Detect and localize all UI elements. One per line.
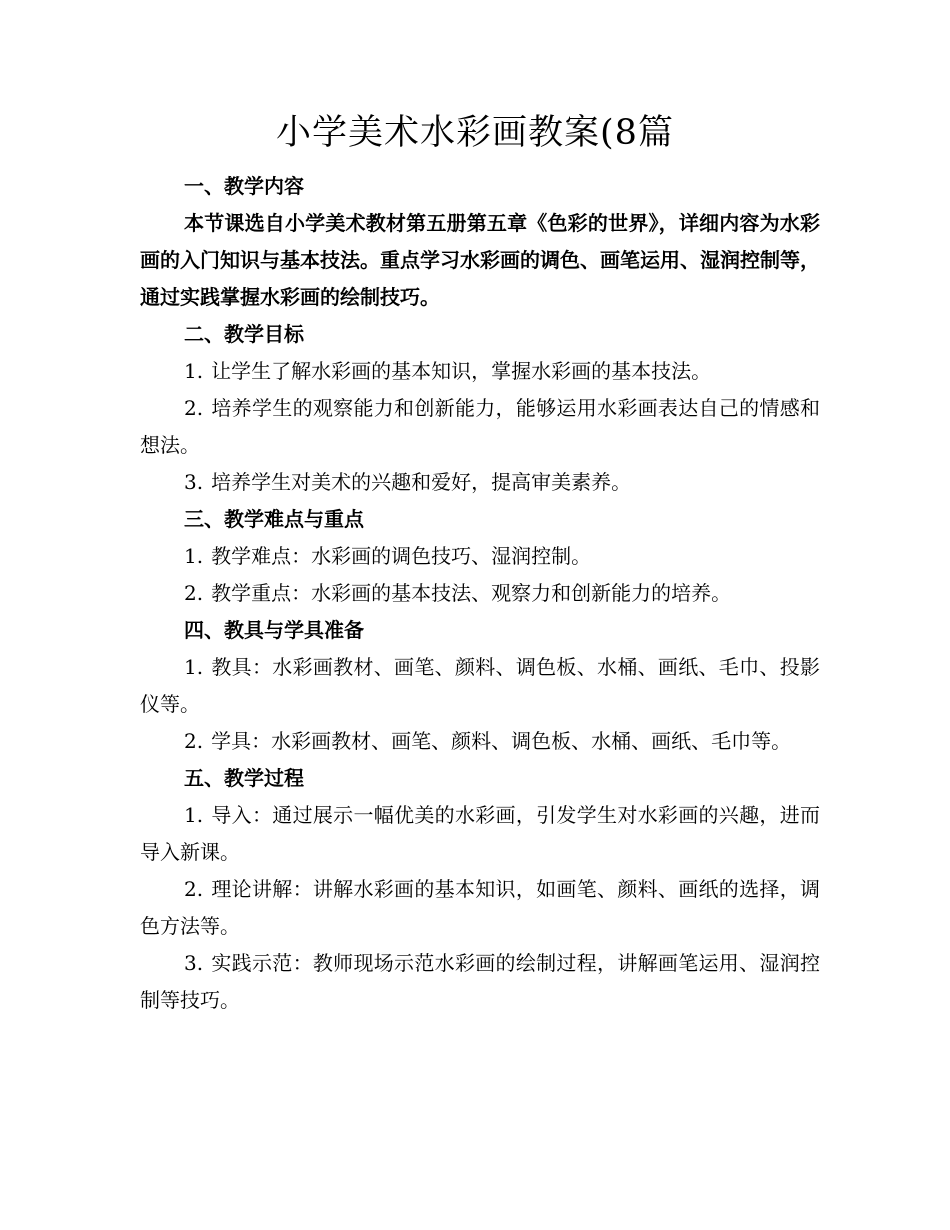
list-item xyxy=(140,464,820,501)
list-number: 1. xyxy=(184,544,204,568)
list-item xyxy=(140,353,820,390)
list-item xyxy=(140,797,820,871)
list-text: 让学生了解水彩画的基本知识，掌握水彩画的基本技法。 xyxy=(211,359,712,383)
section-heading: 三、教学难点与重点 xyxy=(184,507,364,531)
list-item xyxy=(140,575,820,612)
list-item xyxy=(140,538,820,575)
list-number: 1. xyxy=(184,803,204,827)
list-item xyxy=(140,723,820,760)
list-text: 学具：水彩画教材、画笔、颜料、调色板、水桶、画纸、毛巾等。 xyxy=(211,729,792,753)
list-item xyxy=(140,390,820,464)
document-title: 小学美术水彩画教案(8篇 xyxy=(276,113,674,153)
list-text: 教具：水彩画教材、画笔、颜料、调色板、水桶、画纸、毛巾、投影仪等。 xyxy=(140,655,820,716)
list-text: 理论讲解：讲解水彩画的基本知识，如画笔、颜料、画纸的选择，调色方法等。 xyxy=(140,877,820,938)
paragraph: 本节课选自小学美术教材第五册第五章《色彩的世界》，详细内容为水彩画的入门知识与基本技法。重点学习水彩画的调色、画笔运用、湿润控制等，通过实践掌握水彩画的绘制技巧。 xyxy=(140,211,820,309)
list-text: 培养学生的观察能力和创新能力，能够运用水彩画表达自己的情感和想法。 xyxy=(140,396,820,457)
list-item xyxy=(140,871,820,945)
list-number: 3. xyxy=(184,470,204,494)
list-text: 教学重点：水彩画的基本技法、观察力和创新能力的培养。 xyxy=(211,581,732,605)
list-number: 3. xyxy=(184,951,204,975)
list-text: 培养学生对美术的兴趣和爱好，提高审美素养。 xyxy=(211,470,632,494)
list-number: 1. xyxy=(184,359,204,383)
section-heading: 二、教学目标 xyxy=(184,322,304,346)
document-body xyxy=(140,168,820,1019)
section-heading: 一、教学内容 xyxy=(184,174,304,198)
section-heading: 四、教具与学具准备 xyxy=(184,618,364,642)
list-text: 导入：通过展示一幅优美的水彩画，引发学生对水彩画的兴趣，进而导入新课。 xyxy=(140,803,820,864)
list-number: 2. xyxy=(184,877,204,901)
list-number: 1. xyxy=(184,655,204,679)
list-number: 2. xyxy=(184,729,204,753)
list-text: 实践示范：教师现场示范水彩画的绘制过程，讲解画笔运用、湿润控制等技巧。 xyxy=(140,951,820,1012)
list-item xyxy=(140,649,820,723)
list-item xyxy=(140,945,820,1019)
list-number: 2. xyxy=(184,396,204,420)
list-number: 2. xyxy=(184,581,204,605)
section-heading: 五、教学过程 xyxy=(184,766,304,790)
list-text: 教学难点：水彩画的调色技巧、湿润控制。 xyxy=(211,544,592,568)
